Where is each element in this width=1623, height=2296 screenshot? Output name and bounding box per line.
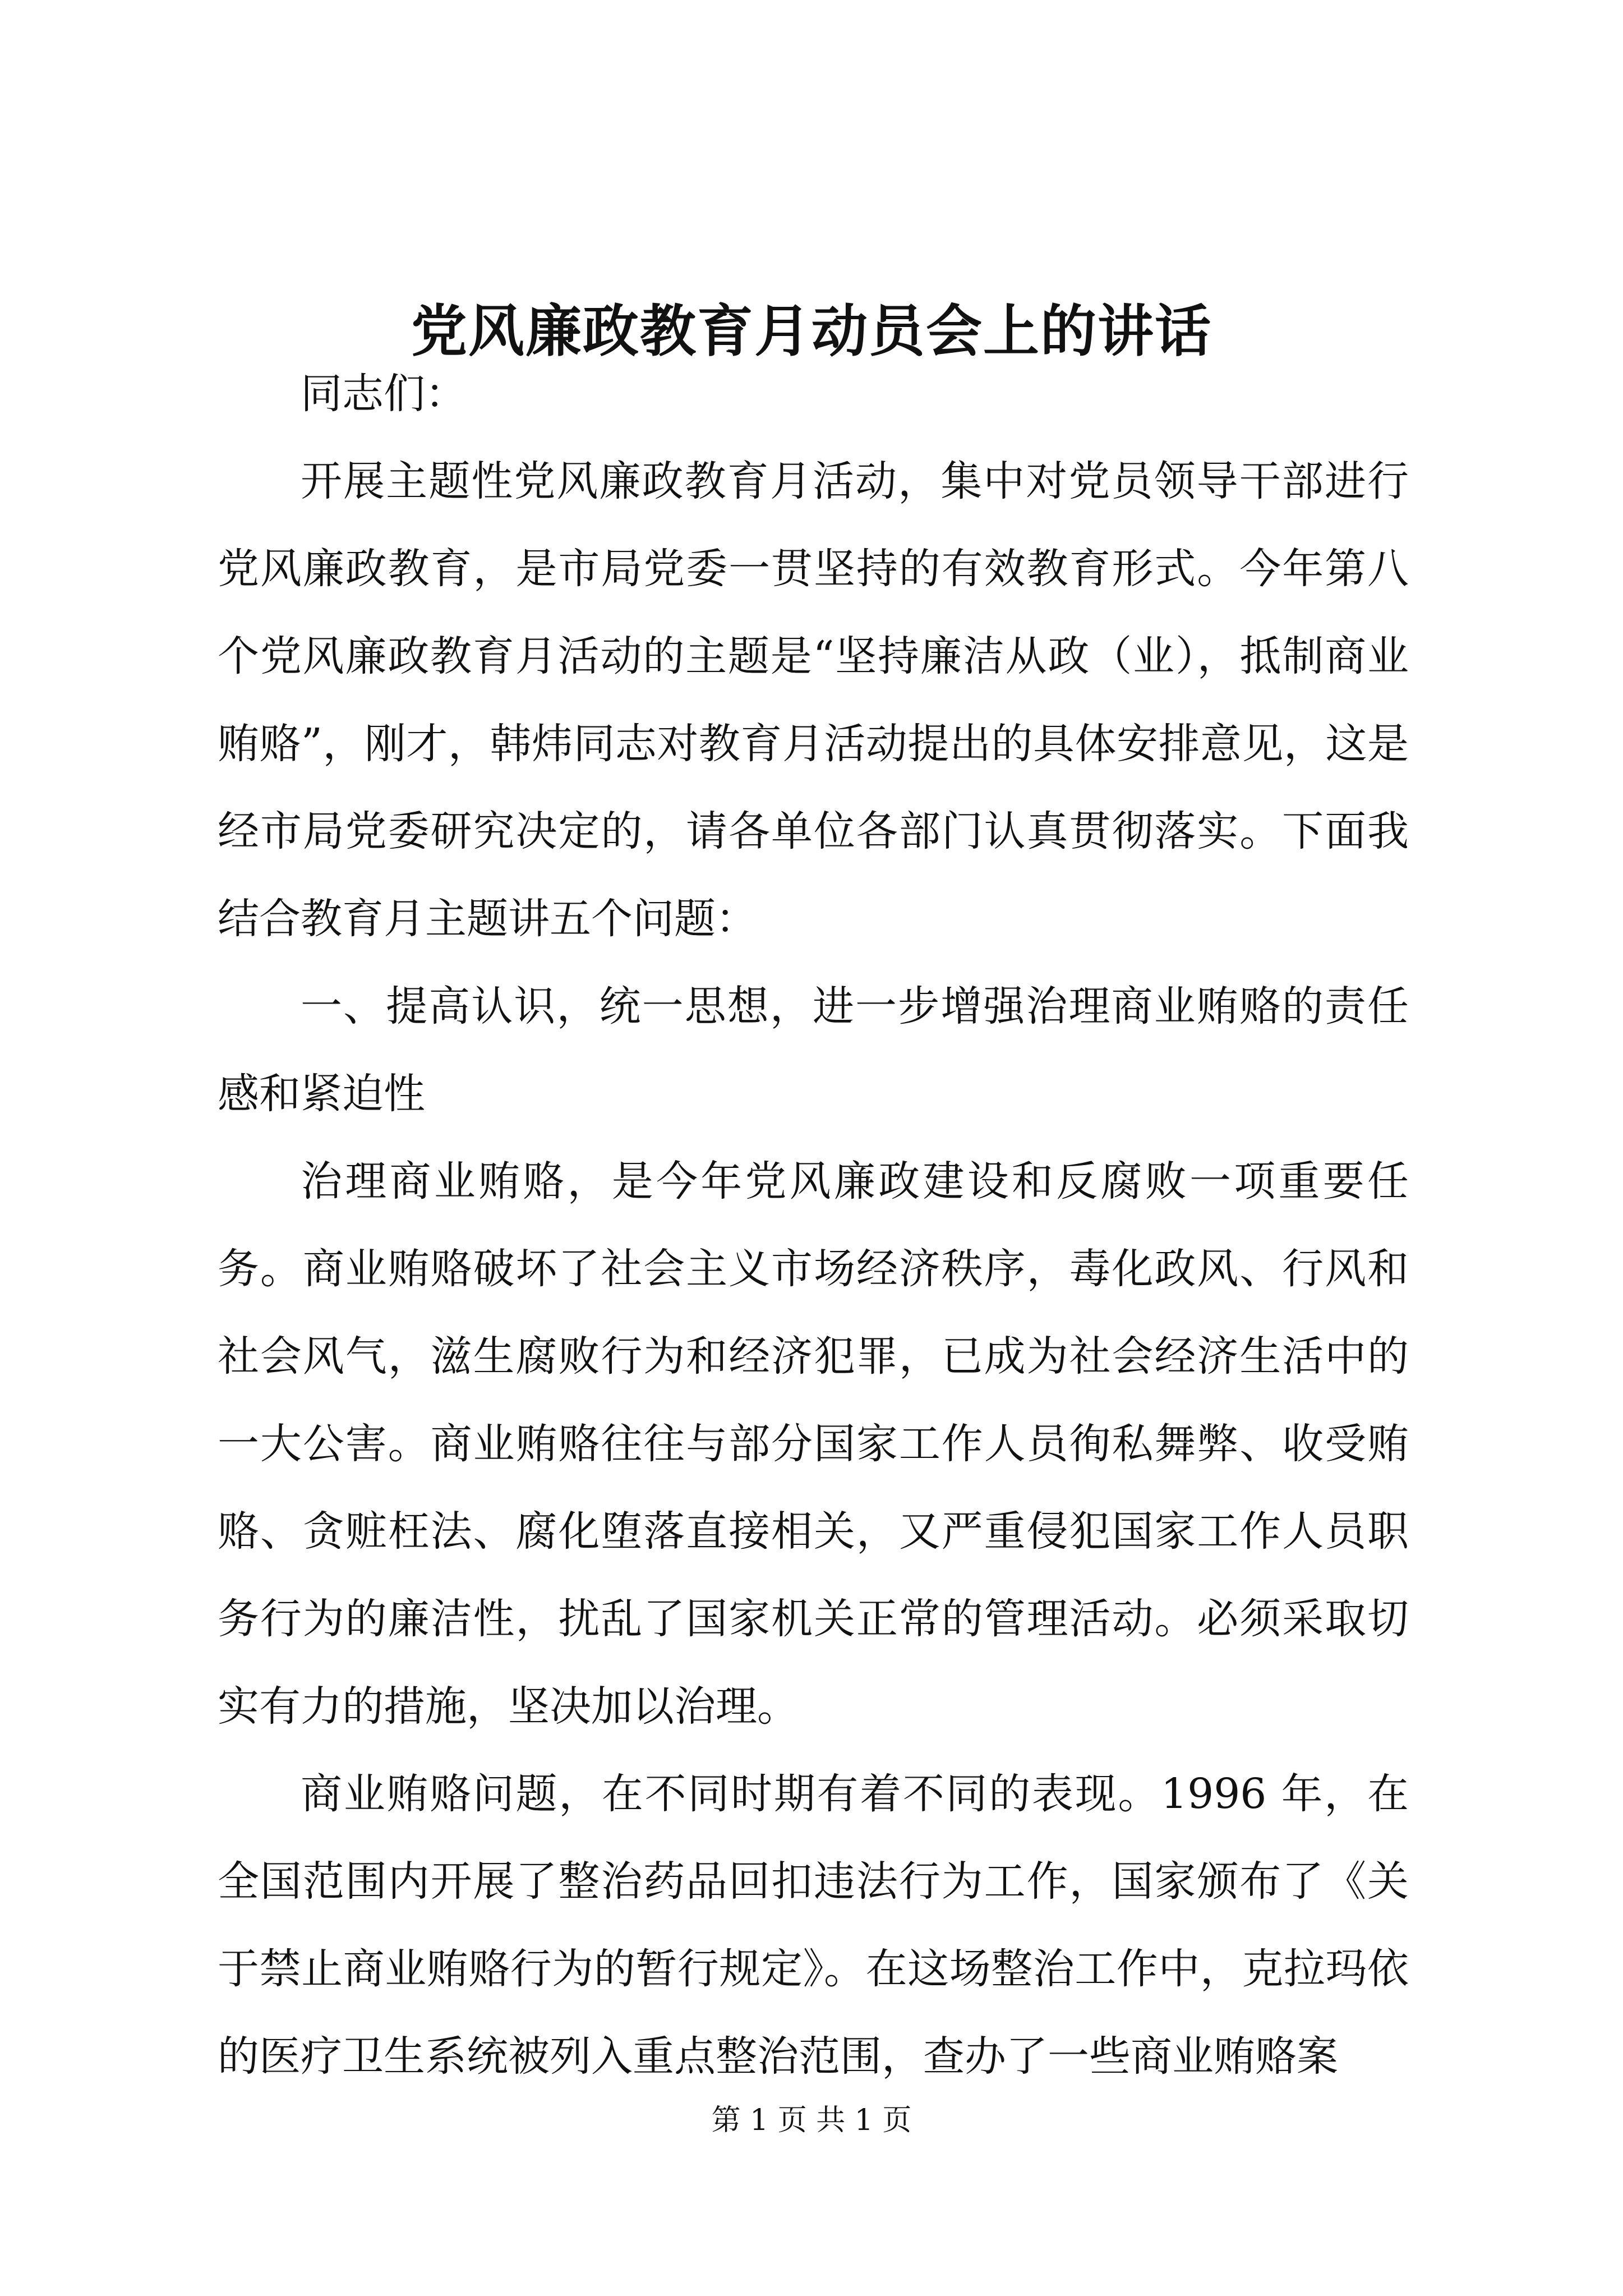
page-number-footer: 第 1 页 共 1 页 (711, 2104, 912, 2137)
section-heading-1: 一、提高认识，统一思想，进一步增强治理商业贿赂的责任感和紧迫性 (218, 982, 1409, 1118)
document-title: 党风廉政教育月动员会上的讲话 (411, 298, 1212, 364)
salutation: 同志们： (301, 370, 467, 418)
document-body (218, 350, 1409, 2100)
body-paragraph: 商业贿赂问题，在不同时期有着不同的表现。1996 年，在全国范围内开展了整治药品回扣违法行为工作，国家颁布了《关于禁止商业贿赂行为的暂行规定》。在这场整治工作中，克拉玛依的医疗卫生系统被列入重点整治范围，查办了一些商业贿赂案 (218, 1770, 1409, 2081)
body-paragraph: 治理商业贿赂，是今年党风廉政建设和反腐败一项重要任务。商业贿赂破坏了社会主义市场经济秩序，毒化政风、行风和社会风气，滋生腐败行为和经济犯罪，已成为社会经济生活中的一大公害。商业贿赂往往与部分国家工作人员徇私舞弊、收受贿赂、贪赃枉法、腐化堕落直接相关，又严重侵犯国家工作人员职务行为的廉洁性，扰乱了国家机关正常的管理活动。必须采取切实有力的措施，坚决加以治理。 (218, 1157, 1409, 1731)
intro-paragraph: 开展主题性党风廉政教育月活动，集中对党员领导干部进行党风廉政教育，是市局党委一贯坚持的有效教育形式。今年第八个党风廉政教育月活动的主题是“坚持廉洁从政（业），抵制商业贿赂”，刚才，韩炜同志对教育月活动提出的具体安排意见，这是经市局党委研究决定的，请各单位各部门认真贯彻落实。下面我结合教育月主题讲五个问题： (218, 457, 1409, 943)
